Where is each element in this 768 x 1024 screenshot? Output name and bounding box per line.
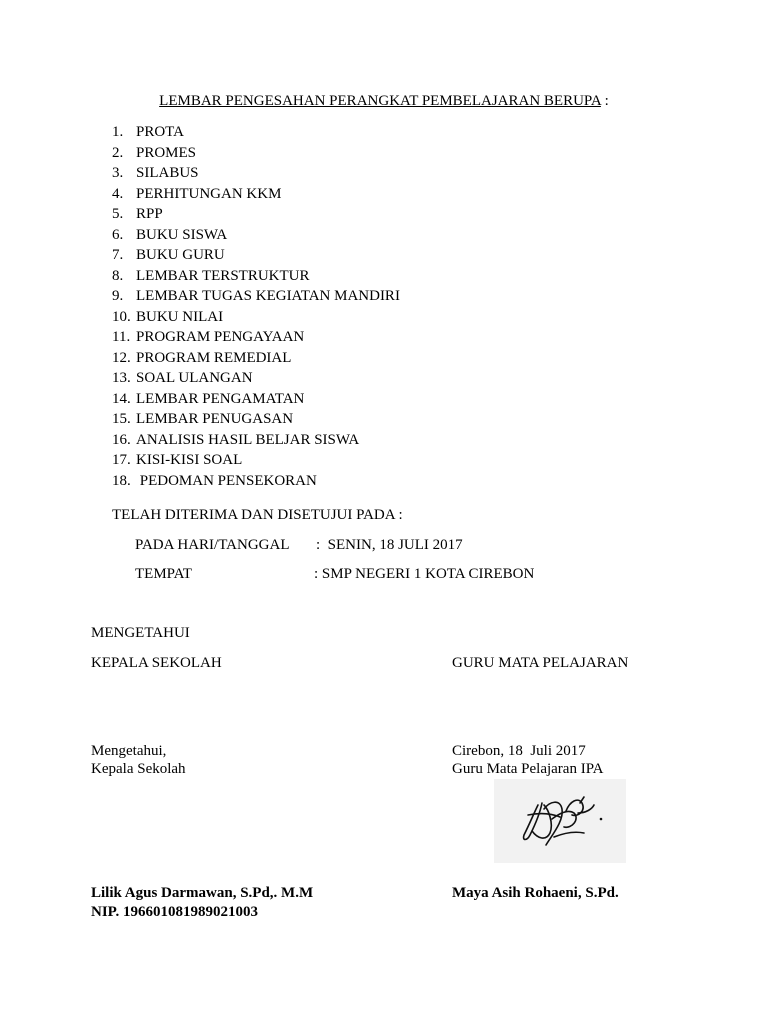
list-item-number: 15. (112, 411, 131, 427)
list-item-number: 8. (112, 267, 124, 284)
page-title-suffix: : (600, 93, 609, 109)
mengetahui-heading: MENGETAHUI (91, 625, 190, 641)
list-item (112, 205, 400, 226)
principal-nip: NIP. 196601081989021003 (91, 904, 258, 920)
teacher-name: Maya Asih Rohaeni, S.Pd. (452, 885, 619, 901)
list-item-number: 1. (112, 124, 124, 140)
list-item (112, 246, 400, 267)
list-item (112, 410, 400, 431)
list-item-number: 5. (112, 206, 124, 222)
list-item (112, 431, 400, 452)
list-item-number: 13. (112, 370, 131, 386)
place-date-line: Cirebon, 18 Juli 2017 (452, 743, 586, 759)
list-item (112, 267, 400, 288)
kepala-sekolah-heading: KEPALA SEKOLAH (91, 655, 222, 671)
list-item-number: 12. (112, 349, 131, 366)
list-item (112, 287, 400, 308)
list-item-label: LEMBAR TERSTRUKTUR (136, 267, 310, 284)
list-item (112, 472, 400, 493)
list-item (112, 123, 400, 144)
list-item (112, 144, 400, 165)
list-item-label: SILABUS (136, 165, 199, 181)
list-item-label: RPP (136, 206, 163, 222)
list-item-number: 9. (112, 288, 124, 304)
date-value: : SENIN, 18 JULI 2017 (316, 537, 463, 553)
signature-image (494, 779, 626, 863)
list-item-label: LEMBAR TUGAS KEGIATAN MANDIRI (136, 288, 400, 304)
list-item-label: PROMES (136, 144, 197, 161)
list-item (112, 328, 400, 349)
list-item-label: BUKU SISWA (136, 226, 228, 243)
list-item-number: 4. (112, 185, 124, 202)
list-item-number: 14. (112, 390, 131, 407)
list-item-number: 6. (112, 226, 124, 243)
teacher-role-line: Guru Mata Pelajaran IPA (452, 761, 604, 777)
list-item-label: PROTA (136, 124, 184, 140)
list-item (112, 226, 400, 247)
list-item-number: 10. (112, 308, 131, 325)
list-item-label: LEMBAR PENGAMATAN (136, 390, 305, 407)
list-item (112, 349, 400, 370)
list-item-label: PROGRAM PENGAYAAN (136, 329, 305, 345)
page-title (0, 93, 768, 110)
list-item-label: KISI-KISI SOAL (136, 452, 243, 468)
list-item (112, 451, 400, 472)
list-item-number: 7. (112, 247, 124, 263)
list-item-label: BUKU GURU (136, 247, 225, 263)
list-item-number: 3. (112, 165, 124, 181)
list-item-number: 17. (112, 452, 131, 468)
list-item-label: PEDOMAN PENSEKORAN (136, 472, 317, 489)
list-item-label: SOAL ULANGAN (136, 370, 253, 386)
mengetahui-line: Mengetahui, (91, 743, 167, 759)
list-item (112, 390, 400, 411)
list-item-label: ANALISIS HASIL BELJAR SISWA (136, 431, 360, 448)
list-item-number: 16. (112, 431, 131, 448)
list-item-label: LEMBAR PENUGASAN (136, 411, 294, 427)
list-item-number: 11. (112, 329, 131, 345)
list-item-label: PROGRAM REMEDIAL (136, 349, 292, 366)
list-item (112, 308, 400, 329)
page-title-text: LEMBAR PENGESAHAN PERANGKAT PEMBELAJARAN BERUPA (159, 93, 601, 109)
list-item-label: PERHITUNGAN KKM (136, 185, 282, 202)
approval-intro: TELAH DITERIMA DAN DISETUJUI PADA : (112, 507, 403, 523)
date-label: PADA HARI/TANGGAL (135, 537, 290, 553)
document-list (112, 123, 400, 492)
list-item (112, 369, 400, 390)
list-item-number: 18. (112, 472, 131, 489)
kepala-sekolah-line: Kepala Sekolah (91, 761, 186, 777)
list-item-label: BUKU NILAI (136, 308, 224, 325)
principal-name: Lilik Agus Darmawan, S.Pd,. M.M (91, 885, 314, 901)
list-item-number: 2. (112, 144, 124, 161)
list-item (112, 185, 400, 206)
place-label: TEMPAT (135, 566, 192, 582)
list-item (112, 164, 400, 185)
signature-scribble (494, 779, 626, 863)
guru-mata-pelajaran-heading: GURU MATA PELAJARAN (452, 655, 629, 671)
place-value: : SMP NEGERI 1 KOTA CIREBON (314, 566, 535, 582)
